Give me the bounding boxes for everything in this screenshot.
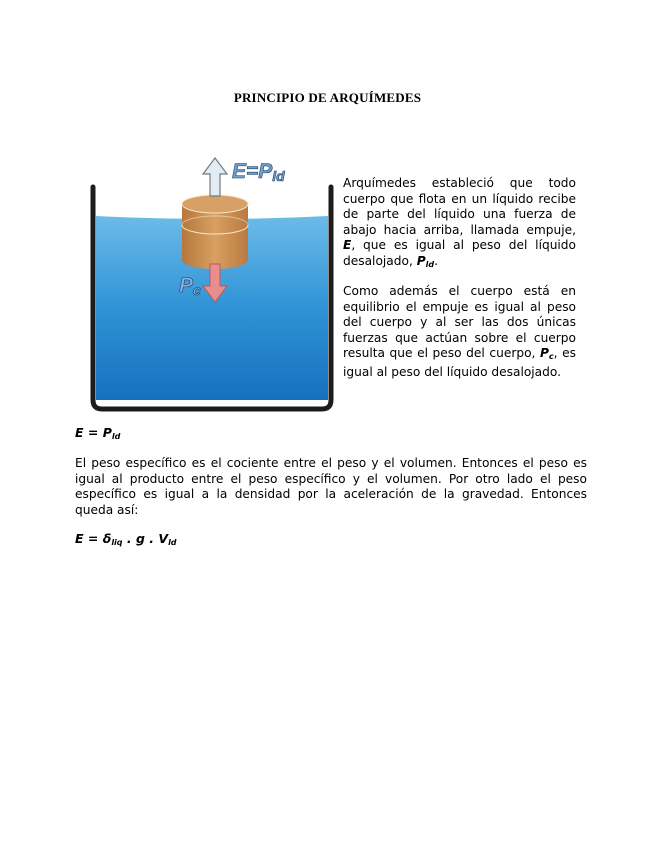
formula-empuje: $E = P_{ld}$ bbox=[75, 425, 121, 441]
paragraph-empuje: Arquímedes estableció que todo cuerpo que flota en un líquido recibe de parte del líquido una fuerza de abajo hacia arriba, llamada empuje, E, que es igual al peso del líquido desalojado, $P_{ld}$. bbox=[343, 176, 576, 269]
svg-text:E=Pld: E=Pld bbox=[232, 160, 285, 184]
paragraph-peso-especifico: El peso específico es el cociente entre el peso y el volumen. Entonces el peso es igual al producto entre el peso específico y el volumen. Por otro lado el peso específico es igual a la densidad por la aceleración de la gravedad. Entonces queda así: bbox=[75, 456, 587, 517]
page-title: PRINCIPIO DE ARQUÍMEDES bbox=[233, 90, 422, 105]
archimedes-diagram bbox=[86, 152, 338, 414]
weight-label: P bbox=[179, 274, 194, 297]
buoyancy-label: E=P bbox=[232, 160, 273, 183]
svg-text:Pc: Pc bbox=[179, 274, 201, 298]
buoyancy-arrow bbox=[203, 158, 227, 196]
floating-body bbox=[182, 195, 248, 269]
formula-final: $E = \delta_{liq}$ . g . $V_{ld}$ bbox=[75, 531, 177, 547]
paragraph-equilibrio: Como además el cuerpo está en equilibrio el empuje es igual al peso del cuerpo y al ser las dos únicas fuerzas que actúan sobre el cuerpo resulta que el peso del cuerpo, $P_c$, es igual al peso del líquido desalojado. bbox=[343, 284, 576, 379]
